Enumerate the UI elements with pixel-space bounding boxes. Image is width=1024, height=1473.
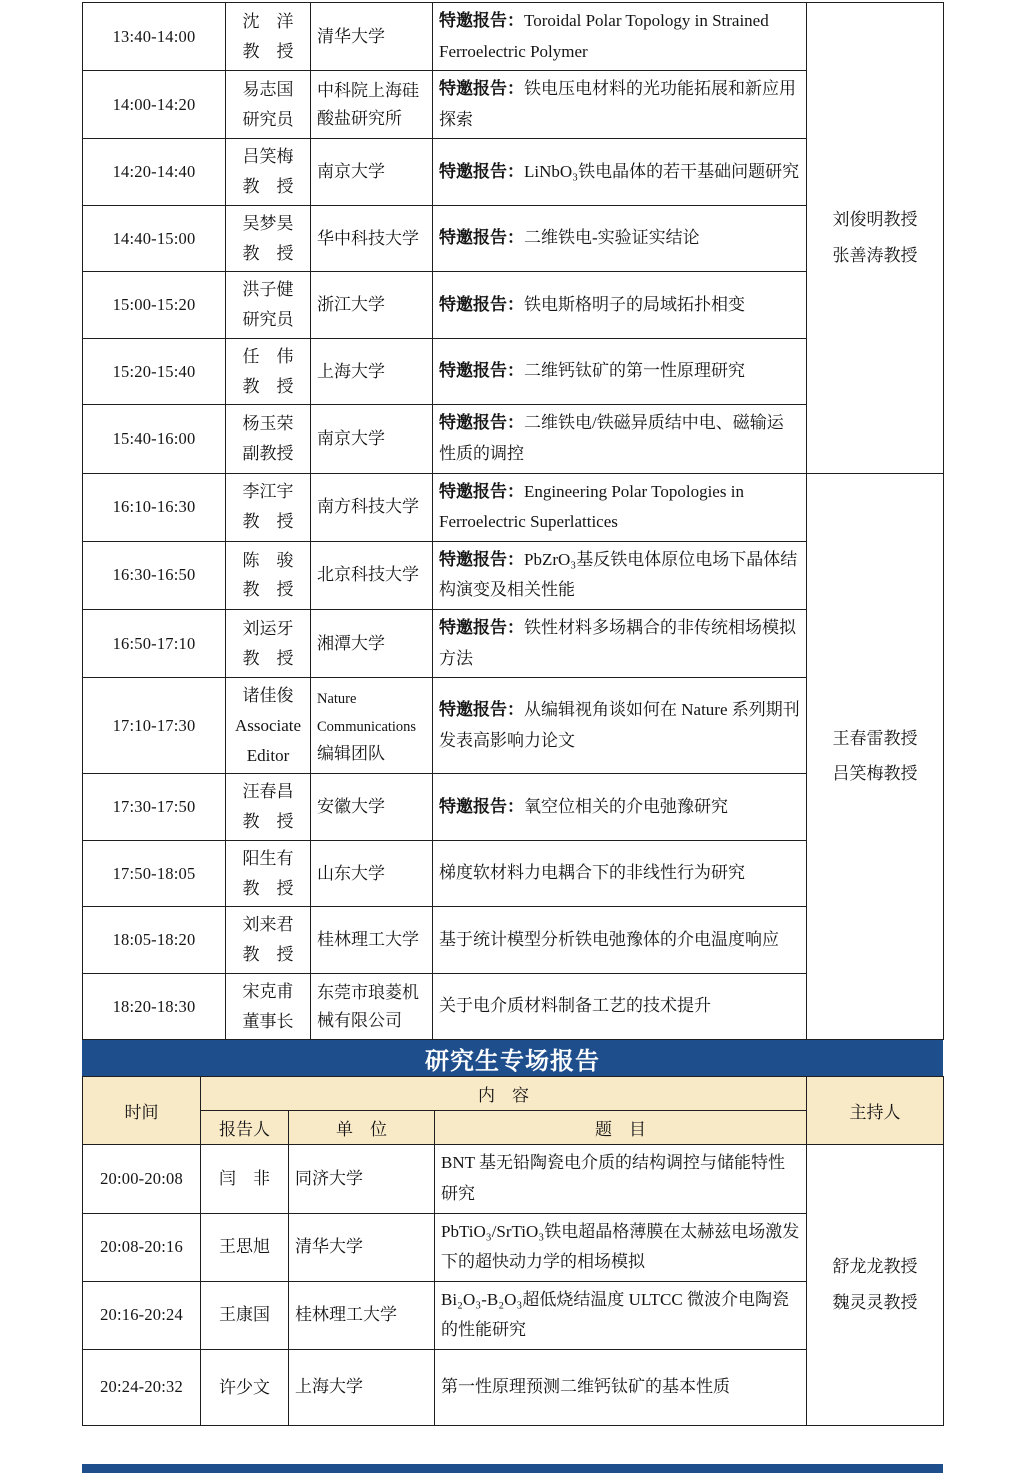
talk-org: 清华大学 [311,3,433,71]
invited-talk-label: 特邀报告： [439,796,524,816]
talk-time: 18:05-18:20 [83,907,226,974]
talk-topic: PbTiO₃/SrTiO₃铁电超晶格薄膜在太赫兹电场激发下的超快动力学的相场模拟 [435,1213,807,1281]
talk-topic: 第一性原理预测二维钙钛矿的基本性质 [435,1349,807,1425]
talk-speaker [226,139,311,206]
program-content [82,2,943,1473]
speaker-title: 研究员 [242,310,294,330]
speaker-title: Associate Editor [234,715,302,765]
talk-org: 安徽大学 [311,774,433,841]
talk-title-text: 铁电斯格明子的局域拓扑相变 [524,294,745,314]
col-header-chair: 主持人 [807,1077,944,1145]
chair-name: 王春雷教授 [832,728,918,748]
invited-talk-label: 特邀报告： [439,481,524,501]
talk-time: 17:10-17:30 [83,678,226,774]
org-journal-name: Nature Communications [317,690,417,735]
talk-time: 14:20-14:40 [83,139,226,206]
speaker-title: 教 授 [242,878,294,898]
talk-title-text: 二维铁电/铁磁异质结中电、磁输运性质的调控 [439,413,784,463]
next-section-bar-cutoff [82,1464,943,1473]
org-team-name: 编辑团队 [317,743,385,763]
talk-title-text: 铁电压电材料的光功能拓展和新应用探索 [439,79,796,129]
talk-org: 山东大学 [311,840,433,907]
invited-talk-label: 特邀报告： [439,294,524,314]
speaker-title: 教 授 [242,376,294,396]
talk-time: 14:00-14:20 [83,71,226,139]
talk-speaker [226,473,311,541]
talk-topic [433,205,807,272]
talk-title-text: 关于电介质材料制备工艺的技术提升 [439,996,711,1016]
talk-time: 15:20-15:40 [83,338,226,405]
talk-topic [433,405,807,473]
talk-topic: BNT 基无铅陶瓷电介质的结构调控与储能特性研究 [435,1145,807,1213]
talk-org: 桂林理工大学 [289,1281,435,1349]
talk-org: 东莞市琅菱机械有限公司 [311,973,433,1040]
talk-speaker [226,678,311,774]
col-header-org: 单 位 [289,1111,435,1145]
talk-speaker [226,272,311,339]
speaker-name: 诸佳俊 [242,686,294,706]
chair-name: 魏灵灵教授 [832,1293,918,1313]
speaker-name: 宋克甫 [242,981,294,1001]
grad-session-table [82,1076,944,1426]
talk-speaker: 王康国 [201,1281,289,1349]
talk-org: 浙江大学 [311,272,433,339]
invited-talks-table [82,2,944,1040]
speaker-name: 刘来君 [242,915,294,935]
speaker-name: 吕笑梅 [242,147,294,167]
session-chair-cell [807,1145,944,1426]
chair-name: 舒龙龙教授 [832,1257,918,1277]
talk-topic [433,71,807,139]
grad-talk-row [83,1145,944,1213]
talk-time: 20:08-20:16 [83,1213,201,1281]
speaker-name: 刘运牙 [242,618,294,638]
grad-session-header-band [82,1040,943,1076]
speaker-name: 易志国 [242,80,294,100]
talk-speaker: 许少文 [201,1349,289,1425]
talk-org: 湘潭大学 [311,609,433,677]
talk-speaker [226,840,311,907]
invited-talk-label: 特邀报告： [439,361,524,381]
grad-header-row-1 [83,1077,944,1111]
talk-topic [433,609,807,677]
talk-speaker [226,405,311,473]
chair-name: 吕笑梅教授 [832,764,918,784]
speaker-title: 研究员 [242,109,294,129]
speaker-name: 沈 洋 [242,11,294,31]
talk-time: 13:40-14:00 [83,3,226,71]
talk-topic [433,473,807,541]
talk-time: 16:30-16:50 [83,541,226,609]
speaker-name: 阳生有 [242,848,294,868]
speaker-title: 教 授 [242,243,294,263]
invited-talk-label: 特邀报告： [439,79,524,99]
talk-org: 上海大学 [311,338,433,405]
invited-talk-label: 特邀报告： [439,11,524,30]
speaker-title: 教 授 [242,177,294,197]
invited-talk-label: 特邀报告： [439,549,524,569]
speaker-name: 李江宇 [242,482,294,502]
talk-title-text: 基于统计模型分析铁电弛豫体的介电温度响应 [439,929,779,949]
talk-org: 桂林理工大学 [311,907,433,974]
col-header-topic: 题 目 [435,1111,807,1145]
speaker-title: 董事长 [242,1011,294,1031]
talk-title-text: 梯度软材料力电耦合下的非线性行为研究 [439,863,745,883]
speaker-title: 教 授 [242,812,294,832]
speaker-title: 教 授 [242,945,294,965]
talk-title-text: 二维铁电-实验证实结论 [524,228,700,248]
invited-talk-label: 特邀报告： [439,161,524,181]
talk-time: 16:10-16:30 [83,473,226,541]
talk-org: 同济大学 [289,1145,435,1213]
col-header-content: 内 容 [201,1077,807,1111]
talk-time: 20:00-20:08 [83,1145,201,1213]
speaker-title: 教 授 [242,41,294,61]
talk-org: 南京大学 [311,139,433,206]
talk-speaker [226,71,311,139]
talk-time: 14:40-15:00 [83,205,226,272]
session-chair-cell [807,3,944,474]
talk-time: 17:50-18:05 [83,840,226,907]
talk-topic [433,139,807,206]
speaker-title: 教 授 [242,580,294,600]
speaker-name: 陈 骏 [242,550,294,570]
grad-session-title: 研究生专场报告 [425,1047,600,1075]
talk-speaker [226,907,311,974]
speaker-name: 任 伟 [242,346,294,366]
talk-time: 17:30-17:50 [83,774,226,841]
talk-title-text: Toroidal Polar Topology in Strained Ferroelectric Polymer [439,11,769,61]
invited-talk-label: 特邀报告： [439,617,524,637]
talk-topic [433,774,807,841]
talk-org: 华中科技大学 [311,205,433,272]
talk-speaker [226,774,311,841]
speaker-name: 汪春昌 [242,782,294,802]
talk-time: 15:40-16:00 [83,405,226,473]
talk-speaker: 王思旭 [201,1213,289,1281]
talk-topic [433,973,807,1040]
speaker-name: 洪子健 [242,280,294,300]
talk-speaker [226,609,311,677]
talk-topic [433,541,807,609]
talk-org: 中科院上海硅酸盐研究所 [311,71,433,139]
chair-name: 张善涛教授 [832,245,918,265]
talk-org [311,678,433,774]
grad-session-tbody [83,1077,944,1426]
invited-talk-label: 特邀报告： [439,228,524,248]
talk-topic [433,678,807,774]
speaker-name: 杨玉荣 [242,414,294,434]
talk-title-text: Engineering Polar Topologies in Ferroelectric Superlattices [439,481,744,532]
session-chair-cell [807,473,944,1040]
talk-org: 上海大学 [289,1349,435,1425]
talk-title-text: 从编辑视角谈如何在 Nature 系列期刊发表高影响力论文 [439,700,800,750]
talk-speaker [226,541,311,609]
talk-time: 20:16-20:24 [83,1281,201,1349]
talk-speaker [226,3,311,71]
invited-talk-label: 特邀报告： [439,413,524,433]
talk-topic: Bi₂O₃-B₂O₃超低烧结温度 ULTCC 微波介电陶瓷的性能研究 [435,1281,807,1349]
col-header-speaker: 报告人 [201,1111,289,1145]
talk-title-text: LiNbO₃铁电晶体的若干基础问题研究 [524,161,800,181]
invited-talks-tbody [83,3,944,1040]
speaker-title: 副教授 [242,443,294,463]
talk-speaker: 闫 非 [201,1145,289,1213]
talk-topic [433,338,807,405]
speaker-title: 教 授 [242,648,294,668]
talk-org: 清华大学 [289,1213,435,1281]
talk-topic [433,272,807,339]
col-header-time: 时间 [83,1077,201,1145]
talk-time: 15:00-15:20 [83,272,226,339]
talk-topic [433,840,807,907]
talk-org: 北京科技大学 [311,541,433,609]
talk-row [83,473,944,541]
speaker-title: 教 授 [242,512,294,532]
talk-title-text: 氧空位相关的介电弛豫研究 [524,796,728,816]
talk-speaker [226,973,311,1040]
talk-title-text: 铁性材料多场耦合的非传统相场模拟方法 [439,617,796,668]
talk-title-text: 二维钙钛矿的第一性原理研究 [524,361,745,381]
talk-org: 南京大学 [311,405,433,473]
talk-topic [433,907,807,974]
speaker-name: 吴梦昊 [242,213,294,233]
talk-title-text: PbZrO₃基反铁电体原位电场下晶体结构演变及相关性能 [439,549,798,600]
talk-time: 16:50-17:10 [83,609,226,677]
invited-talk-label: 特邀报告： [439,700,524,720]
talk-org: 南方科技大学 [311,473,433,541]
talk-speaker [226,338,311,405]
talk-topic [433,3,807,71]
talk-time: 20:24-20:32 [83,1349,201,1425]
talk-speaker [226,205,311,272]
chair-name: 刘俊明教授 [832,210,918,230]
talk-time: 18:20-18:30 [83,973,226,1040]
talk-row [83,3,944,71]
